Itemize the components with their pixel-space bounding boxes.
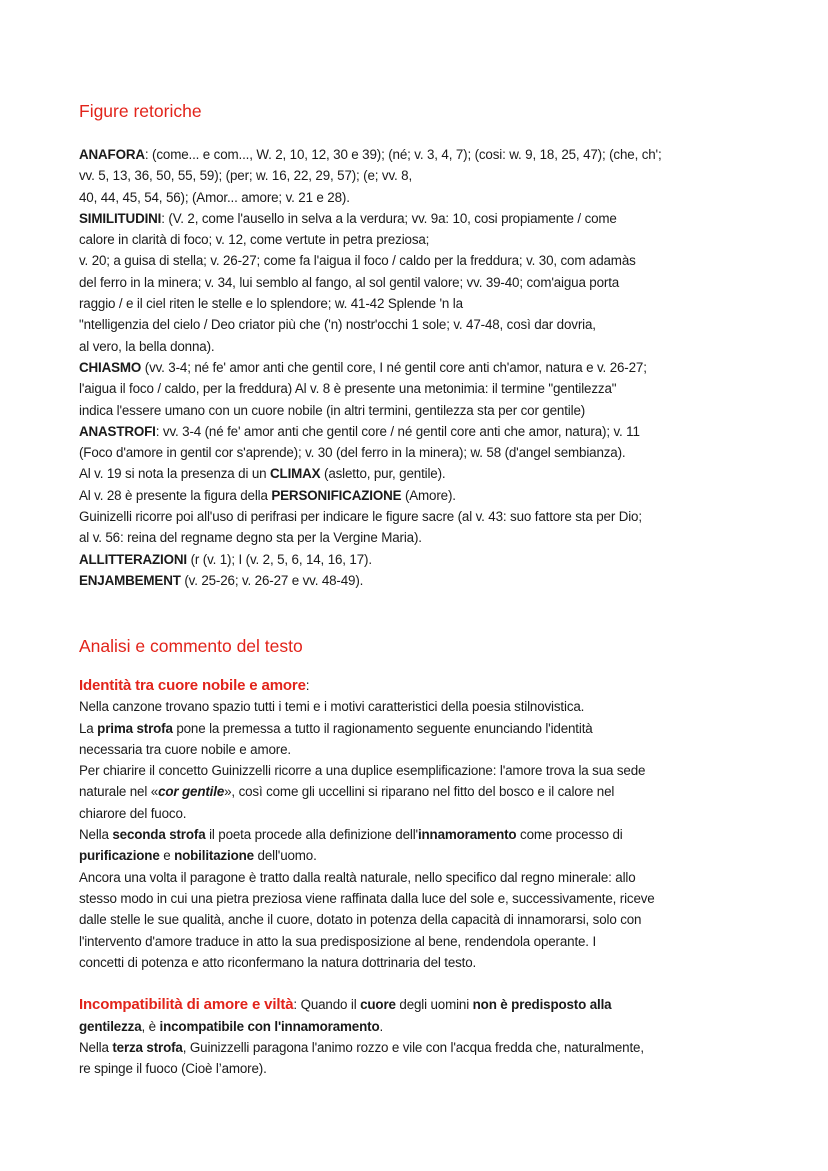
text-segment: v. 20; a guisa di stella; v. 26-27; come fa l'aigua il foco / caldo per la freddura; v. 30, com adamàs [79, 253, 636, 269]
text-line [79, 336, 662, 357]
text-segment: Per chiarire il concetto Guinizzelli ricorre a una duplice esemplificazione: l'amore trova la sua sede [79, 763, 646, 779]
text-segment: chiarore del fuoco. [79, 805, 187, 821]
emphasis-text: cor gentile [158, 784, 225, 800]
text-segment: : (come... e com..., W. 2, 10, 12, 30 e 39); (né; v. 3, 4, 7); (cosi: w. 9, 18, 25, 47); (che, ch'; [144, 147, 662, 162]
section-heading-figure-retoriche: Figure retoriche [79, 101, 202, 121]
text-segment: re spinge il fuoco (Cioè l’amore). [79, 1061, 267, 1077]
text-segment: l'intervento d'amore traduce in atto la sua predisposizione al bene, rendendola operante. I [79, 933, 597, 949]
text-line [79, 421, 662, 442]
text-line [79, 1037, 655, 1058]
text-segment: pone la premessa a tutto il ragionamento seguente enunciando l'identità [172, 720, 593, 736]
emphasis-text: gentilezza [79, 1018, 142, 1034]
text-line [79, 760, 655, 781]
text-line [79, 506, 662, 527]
text-line [79, 931, 655, 952]
text-line [79, 165, 662, 186]
text-segment: . [379, 1018, 384, 1034]
subheading: Incompatibilità di amore e viltà [79, 996, 294, 1014]
text-line [79, 485, 662, 506]
text-line [79, 570, 662, 591]
emphasis-text: cuore [360, 997, 396, 1013]
text-segment: necessaria tra cuore nobile e amore. [79, 741, 291, 757]
emphasis-text: non è predisposto alla [472, 997, 612, 1013]
text-segment: stesso modo in cui una pietra preziosa viene raffinata dalla luce del sole e, successivamente, riceve [79, 890, 655, 906]
text-line [79, 527, 662, 548]
text-line [79, 250, 662, 271]
text-line [79, 229, 662, 250]
text-segment: e [159, 848, 175, 864]
text-segment: l'aigua il foco / caldo, per la freddura) Al v. 8 è presente una metonimia: il termine "gentilezza" [79, 381, 617, 397]
text-line [79, 888, 655, 909]
text-line [79, 845, 655, 866]
text-segment: calore in clarità di foco; v. 12, come vertute in petra preziosa; [79, 232, 430, 248]
text-segment: , è [141, 1018, 160, 1034]
text-segment: indica l'essere umano con un cuore nobile (in altri termini, gentilezza sta per cor gentile) [79, 402, 586, 418]
text-line [79, 952, 655, 973]
text-segment: il poeta procede alla definizione dell' [205, 827, 418, 843]
figure-retoriche-text [79, 144, 662, 591]
emphasis-text: ANASTROFI [79, 423, 156, 439]
emphasis-text: CHIASMO [79, 359, 142, 375]
text-segment: : vv. 3-4 (né fe' amor anti che gentil core / né gentil core anti che amor, natura); v. 11 [155, 423, 640, 439]
analisi-text [79, 675, 655, 1080]
text-line [79, 675, 655, 696]
text-line [79, 208, 662, 229]
text-segment: dell'uomo. [253, 848, 317, 864]
text-line [79, 867, 655, 888]
text-segment: al vero, la bella donna). [79, 338, 215, 354]
text-segment: del ferro in la minera; v. 34, lui semblo al fango, al sol gentil valore; vv. 39-40; com'aigua porta [79, 274, 620, 290]
emphasis-text: purificazione [79, 848, 160, 864]
text-line [79, 400, 662, 421]
emphasis-text: ANAFORA [79, 147, 145, 162]
text-line [79, 187, 662, 208]
text-line [79, 442, 662, 463]
text-segment: (r (v. 1); I (v. 2, 5, 6, 14, 16, 17). [187, 551, 372, 567]
text-segment: (vv. 3-4; né fe' amor anti che gentil core, I né gentil core anti ch'amor, natura e v. 26-27; [141, 359, 647, 375]
text-segment: (asletto, pur, gentile). [320, 466, 446, 482]
emphasis-text: seconda strofa [112, 827, 206, 843]
emphasis-text: ALLITTERAZIONI [79, 551, 187, 567]
text-segment: Nella [79, 1040, 113, 1056]
text-segment: concetti di potenza e atto riconfermano la natura dottrinaria del testo. [79, 954, 477, 970]
text-segment: Al v. 28 è presente la figura della [79, 487, 272, 503]
text-segment: Guinizelli ricorre poi all'uso di perifrasi per indicare le figure sacre (al v. 43: suo fattore sta per Dio; [79, 509, 642, 525]
text-segment: naturale nel « [79, 784, 159, 800]
emphasis-text: nobilitazione [174, 848, 254, 864]
text-segment: come processo di [516, 827, 623, 843]
text-line [79, 314, 662, 335]
emphasis-text: innamoramento [417, 827, 517, 843]
text-segment: La [79, 720, 98, 736]
text-line [79, 973, 655, 994]
emphasis-text: prima strofa [97, 720, 173, 736]
text-line [79, 909, 655, 930]
text-segment: », così come gli uccellini si riparano nel fitto del bosco e il calore nel [224, 784, 615, 800]
subheading: Identità tra cuore nobile e amore [79, 677, 306, 694]
text-line [79, 1058, 655, 1079]
text-segment: raggio / e il ciel riten le stelle e lo splendore; w. 41-42 Splende 'n la [79, 296, 463, 312]
emphasis-text: SIMILITUDINI [79, 210, 162, 226]
text-segment: degli uomini [395, 997, 473, 1013]
text-segment: Nella [79, 827, 113, 843]
emphasis-text: CLIMAX [270, 466, 321, 482]
text-segment: "ntelligenzia del cielo / Deo criator più che ('n) nostr'occhi 1 sole; v. 47-48, così dar dovria, [79, 317, 596, 333]
section-heading-analisi: Analisi e commento del testo [79, 636, 303, 656]
text-line [79, 463, 662, 484]
emphasis-text: incompatibile con l'innamoramento [159, 1018, 380, 1034]
text-segment: (v. 25-26; v. 26-27 e vv. 48-49). [180, 572, 364, 588]
emphasis-text: ENJAMBEMENT [79, 572, 181, 588]
text-segment: : [305, 678, 310, 693]
text-line [79, 781, 655, 802]
text-line [79, 994, 655, 1015]
emphasis-text: terza strofa [112, 1040, 183, 1056]
text-line [79, 144, 662, 165]
text-line [79, 549, 662, 570]
text-segment: (Amore). [401, 487, 456, 503]
text-line [79, 824, 655, 845]
text-line [79, 696, 655, 717]
text-line [79, 739, 655, 760]
text-segment: : Quando il [293, 997, 361, 1013]
text-line [79, 1016, 655, 1037]
text-line [79, 378, 662, 399]
text-segment: al v. 56: reina del regname degno sta per la Vergine Maria). [79, 530, 422, 546]
emphasis-text: PERSONIFICAZIONE [271, 487, 402, 503]
text-segment: 40, 44, 45, 54, 56); (Amor... amore; v. 21 e 28). [79, 189, 350, 205]
text-line [79, 293, 662, 314]
text-line [79, 803, 655, 824]
text-segment: Nella canzone trovano spazio tutti i temi e i motivi caratteristici della poesia stilnovistica. [79, 699, 585, 715]
text-line [79, 718, 655, 739]
text-segment: vv. 5, 13, 36, 50, 55, 59); (per; w. 16, 22, 29, 57); (e; vv. 8, [79, 168, 413, 184]
text-segment: Al v. 19 si nota la presenza di un [79, 466, 271, 482]
text-segment: Ancora una volta il paragone è tratto dalla realtà naturale, nello specifico dal regno minerale: allo [79, 869, 636, 885]
text-line [79, 272, 662, 293]
text-segment: , Guinizzelli paragona l'animo rozzo e vile con l'acqua fredda che, naturalmente, [182, 1040, 644, 1056]
text-line [79, 357, 662, 378]
text-segment: (Foco d'amore in gentil cor s'aprende); v. 30 (del ferro in la minera); w. 58 (d'angel sembianza). [79, 445, 626, 461]
text-segment: dalle stelle le sue qualità, anche il cuore, dotato in potenza della capacità di innamorarsi, solo con [79, 912, 642, 928]
text-segment: : (V. 2, come l'ausello in selva a la verdura; vv. 9a: 10, cosi propiamente / come [161, 210, 617, 226]
